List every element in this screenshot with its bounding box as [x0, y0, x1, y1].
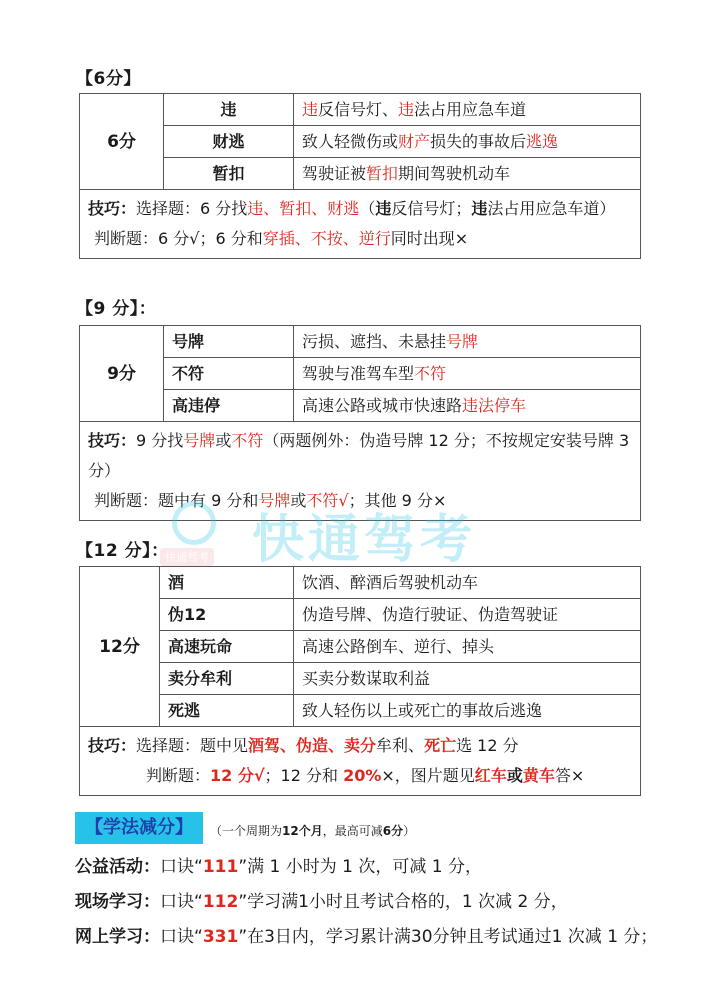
highlight-text: 号牌: [258, 491, 291, 510]
description-cell: [294, 663, 641, 695]
category-cell: 财逃: [164, 126, 294, 158]
text-run: 或: [215, 431, 232, 450]
description-cell: [294, 94, 641, 126]
table-row: [80, 663, 641, 695]
highlight-text: 111: [202, 857, 239, 877]
text-run: 技巧：: [88, 199, 137, 218]
description-cell: [294, 326, 641, 358]
text-run: 高速公路或城市快速路: [302, 395, 463, 415]
text-run: 饮酒、醉酒后驾驶机动车: [302, 572, 479, 592]
tips-row: [80, 190, 641, 259]
study-line-public-welfare: [75, 852, 482, 877]
text-run: 期间驾驶机动车: [398, 163, 511, 183]
table-9-points: [79, 325, 641, 521]
text-run: ”在3日内，学习累计满30分钟且考试通过1 次减 1 分；: [238, 927, 658, 947]
text-run: 法占用应急车道）: [487, 199, 616, 218]
text-run: 选 12 分: [456, 736, 519, 755]
description-cell: [294, 126, 641, 158]
tip-judge: [88, 486, 632, 516]
tip-choice: [88, 426, 632, 486]
text-run: 判断题：: [146, 766, 211, 785]
highlight-text: 违法停车: [462, 395, 527, 415]
tip-choice: [88, 731, 632, 761]
text-run: 网上学习：: [75, 927, 160, 947]
text-run: 选择题：题中见: [136, 736, 249, 755]
tips-cell: [80, 422, 641, 521]
highlight-text: 331: [202, 927, 239, 947]
highlight-text: 12 分√: [210, 766, 265, 785]
text-run: 9 分找: [136, 431, 184, 450]
table-row: [80, 599, 641, 631]
text-run: ，最高可减: [322, 824, 383, 838]
highlight-text: 财产: [398, 131, 431, 151]
table-row: [80, 631, 641, 663]
points-cell: 9分: [80, 326, 164, 422]
table-row: [80, 390, 641, 422]
text-run: 公益活动：: [75, 857, 160, 877]
highlight-text: 违: [302, 99, 319, 119]
highlight-text: 112: [202, 892, 239, 912]
table-row: [80, 326, 641, 358]
text-run: 口诀“: [160, 927, 203, 947]
text-run: 技巧：: [88, 431, 137, 450]
highlight-text: 20%: [343, 766, 382, 785]
highlight-text: 违: [398, 99, 415, 119]
tip-judge: [88, 761, 632, 791]
text-run: 致人轻伤以上或死亡的事故后逃逸: [302, 700, 543, 720]
points-cell: 12分: [80, 567, 160, 727]
study-note: [210, 822, 415, 839]
highlight-text: 不符: [231, 431, 264, 450]
highlight-text: 暂扣: [366, 163, 399, 183]
highlight-text: 酒驾、伪造、卖分: [248, 736, 377, 755]
highlight-text: 逃逸: [526, 131, 559, 151]
text-run: 驾驶证被: [302, 163, 367, 183]
text-run: 违: [375, 199, 392, 218]
points-cell: 6分: [80, 94, 164, 190]
text-run: 6分: [382, 824, 404, 838]
description-cell: [294, 599, 641, 631]
text-run: ×，图片题见: [381, 766, 475, 785]
category-cell: 伪12: [160, 599, 294, 631]
text-run: 或: [506, 766, 523, 785]
text-run: 选择题：6 分找: [136, 199, 248, 218]
text-run: 12个月: [282, 824, 323, 838]
text-run: 口诀“: [160, 857, 203, 877]
study-line-onsite: [75, 887, 568, 912]
tip-choice: [88, 194, 632, 224]
text-run: 致人轻微伤或: [302, 131, 399, 151]
text-run: 反信号灯、: [318, 99, 399, 119]
highlight-text: 穿插、不按、逆行: [262, 229, 391, 248]
highlight-text: 死亡: [424, 736, 457, 755]
text-run: 答×: [554, 766, 585, 785]
table-12-points: [79, 566, 641, 796]
highlight-text: 黄车: [522, 766, 555, 785]
text-run: （一个周期为: [210, 824, 283, 838]
highlight-text: 不符: [414, 363, 447, 383]
text-run: 违: [471, 199, 488, 218]
section-heading-12: 【12 分】：: [76, 541, 169, 561]
section-heading-6: 【6分】: [76, 69, 141, 89]
text-run: 买卖分数谋取利益: [302, 668, 431, 688]
description-cell: [294, 390, 641, 422]
category-cell: 卖分牟利: [160, 663, 294, 695]
text-run: 现场学习：: [75, 892, 160, 912]
highlight-text: 号牌: [446, 331, 479, 351]
description-cell: [294, 158, 641, 190]
text-run: 高速公路倒车、逆行、掉头: [302, 636, 495, 656]
table-row: [80, 567, 641, 599]
highlight-text: 号牌: [183, 431, 216, 450]
text-run: 判断题：题中有 9 分和: [94, 491, 259, 510]
category-cell: 高速玩命: [160, 631, 294, 663]
text-run: 牟利、: [376, 736, 425, 755]
tips-row: [80, 727, 641, 796]
table-row: [80, 158, 641, 190]
text-run: （: [359, 199, 376, 218]
study-title-badge: 【学法减分】: [75, 812, 203, 844]
tips-row: [80, 422, 641, 521]
watermark-badge: 快通驾考: [160, 548, 214, 566]
highlight-text: 违、暂扣、财逃: [247, 199, 360, 218]
description-cell: [294, 695, 641, 727]
text-run: ；其他 9 分×: [348, 491, 447, 510]
category-cell: 酒: [160, 567, 294, 599]
text-run: 或: [290, 491, 307, 510]
table-row: [80, 358, 641, 390]
category-cell: 不符: [164, 358, 294, 390]
highlight-text: 红车: [474, 766, 507, 785]
tips-cell: [80, 190, 641, 259]
text-run: ；12 分和: [264, 766, 344, 785]
section-heading-9: 【9 分】：: [76, 299, 157, 319]
text-run: 口诀“: [160, 892, 203, 912]
category-cell: 高违停: [164, 390, 294, 422]
text-run: 损失的事故后: [430, 131, 527, 151]
text-run: 同时出现×: [390, 229, 469, 248]
tip-judge: [88, 224, 632, 254]
watermark-text: 快通驾考: [252, 510, 477, 570]
text-run: ”学习满1小时且考试合格的，1 次减 2 分，: [238, 892, 568, 912]
category-cell: 死逃: [160, 695, 294, 727]
description-cell: [294, 567, 641, 599]
text-run: 法占用应急车道: [414, 99, 527, 119]
category-cell: 违: [164, 94, 294, 126]
description-cell: [294, 631, 641, 663]
tips-cell: [80, 727, 641, 796]
table-row: [80, 126, 641, 158]
text-run: ）: [403, 824, 416, 838]
description-cell: [294, 358, 641, 390]
table-row: [80, 695, 641, 727]
table-6-points: [79, 93, 641, 259]
text-run: 技巧：: [88, 736, 137, 755]
text-run: 驾驶与准驾车型: [302, 363, 415, 383]
study-line-online: [75, 922, 657, 947]
category-cell: 号牌: [164, 326, 294, 358]
highlight-text: 不符√: [306, 491, 349, 510]
text-run: 污损、遮挡、未悬挂: [302, 331, 447, 351]
table-row: [80, 94, 641, 126]
text-run: ”满 1 小时为 1 次，可减 1 分，: [238, 857, 482, 877]
text-run: （两题例外：伪造号牌 12 分；不按规定安装号牌 3 分）: [88, 431, 630, 480]
text-run: 反信号灯；: [391, 199, 472, 218]
text-run: 伪造号牌、伪造行驶证、伪造驾驶证: [302, 604, 559, 624]
category-cell: 暂扣: [164, 158, 294, 190]
text-run: 判断题：6 分√；6 分和: [94, 229, 263, 248]
